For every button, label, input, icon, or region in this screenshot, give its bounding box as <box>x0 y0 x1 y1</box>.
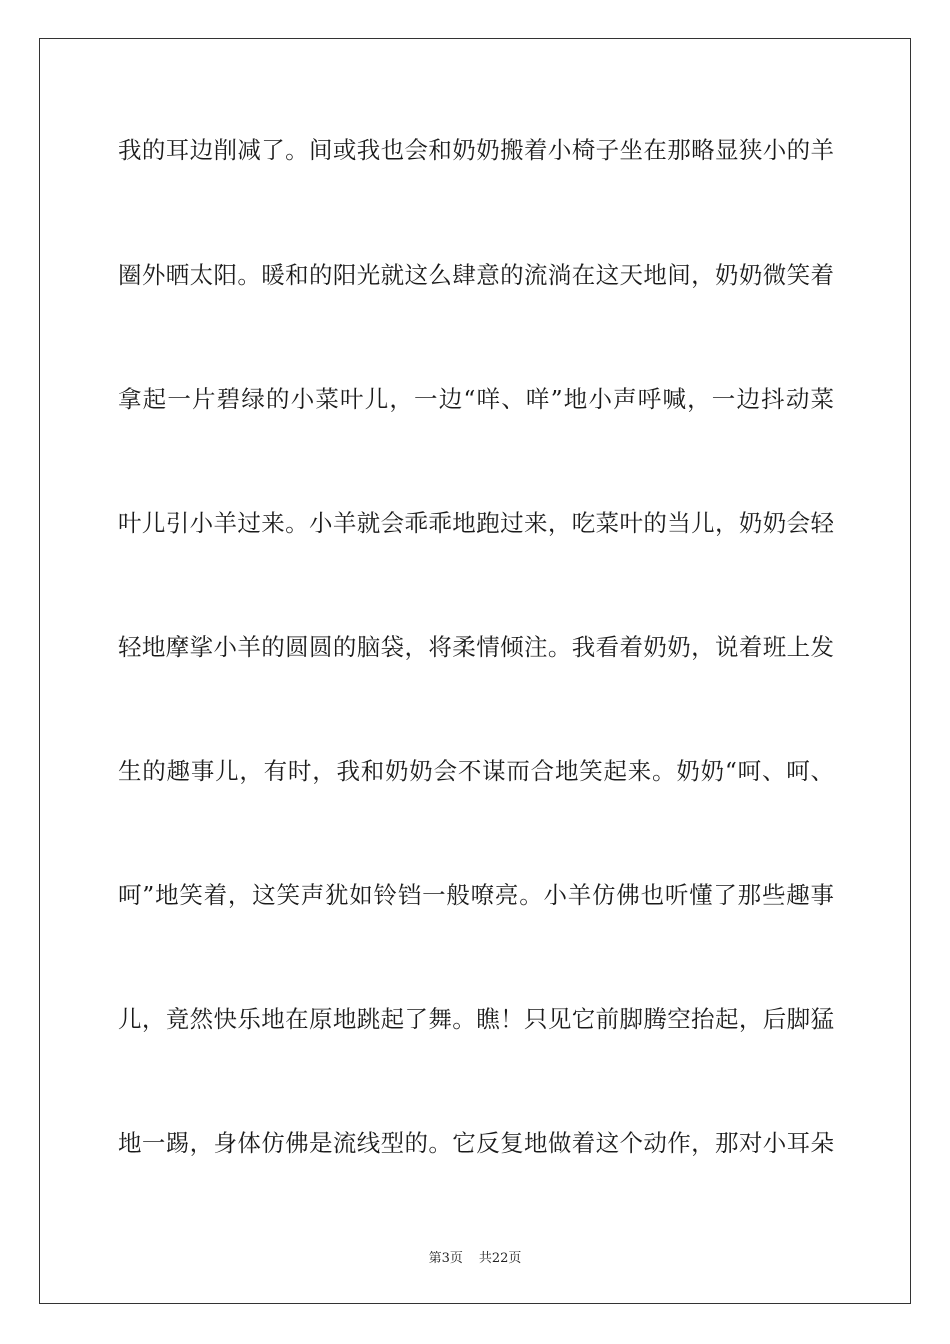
page-footer <box>0 1247 950 1266</box>
text-line: 呵”地笑着，这笑声犹如铃铛一般嘹亮。小羊仿佛也听懂了那些趣事 <box>118 881 834 909</box>
text-line: 轻地摩挲小羊的圆圆的脑袋，将柔情倾注。我看着奶奶，说着班上发 <box>118 633 834 661</box>
text-line: 我的耳边削减了。间或我也会和奶奶搬着小椅子坐在那略显狭小的羊 <box>118 136 834 164</box>
text-line: 拿起一片碧绿的小菜叶儿，一边“咩、咩”地小声呼喊，一边抖动菜 <box>118 385 834 413</box>
text-line: 儿，竟然快乐地在原地跳起了舞。瞧！只见它前脚腾空抬起，后脚猛 <box>118 1005 834 1033</box>
text-line: 圈外晒太阳。暖和的阳光就这么肆意的流淌在这天地间，奶奶微笑着 <box>118 261 834 289</box>
text-line: 地一踢，身体仿佛是流线型的。它反复地做着这个动作，那对小耳朵 <box>118 1129 834 1157</box>
page-border <box>39 38 911 1304</box>
text-line: 生的趣事儿，有时，我和奶奶会不谋而合地笑起来。奶奶“呵、呵、 <box>118 757 834 785</box>
text-line: 叶儿引小羊过来。小羊就会乖乖地跑过来，吃菜叶的当儿，奶奶会轻 <box>118 509 834 537</box>
total-pages-label: 共22页 <box>478 1251 522 1266</box>
current-page-label: 第3页 <box>428 1251 463 1266</box>
